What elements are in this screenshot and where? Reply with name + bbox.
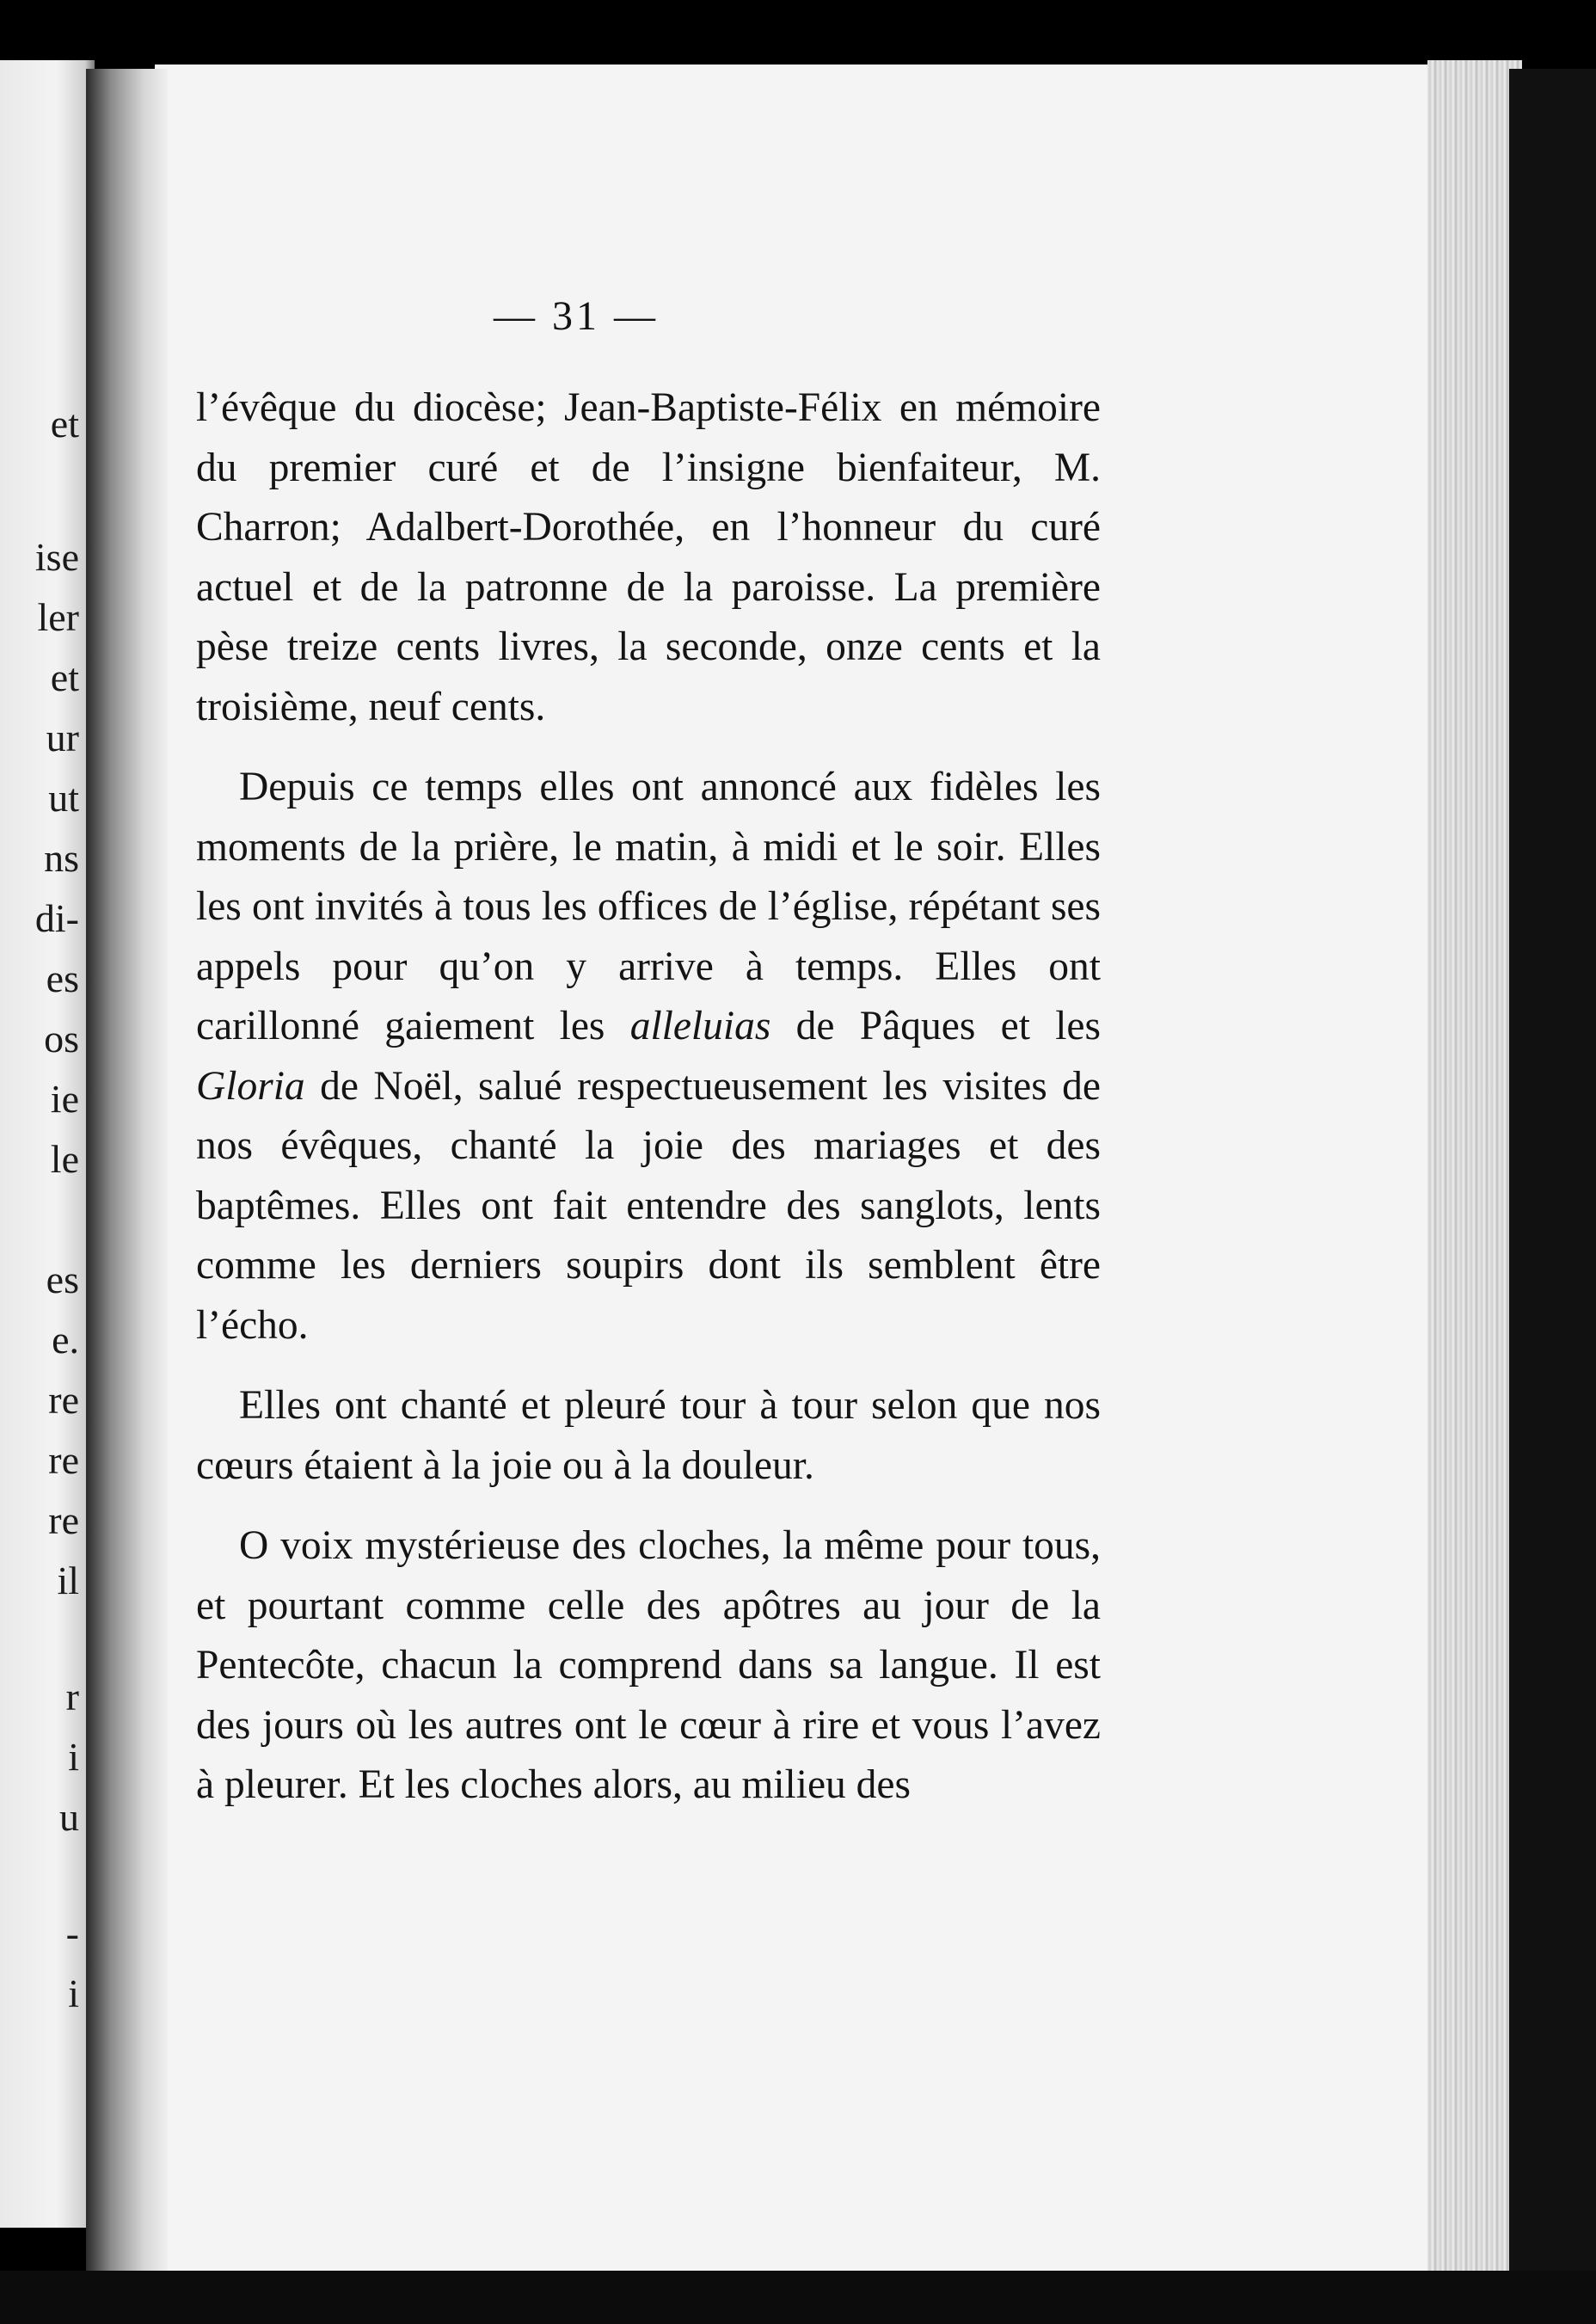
- left-fragment: r: [65, 1675, 79, 1718]
- left-fragment: di-: [34, 896, 79, 940]
- left-facing-page: [0, 60, 95, 2228]
- left-fragment: i: [68, 1971, 79, 2015]
- left-fragment: ns: [44, 836, 79, 880]
- left-fragment: ise: [34, 535, 79, 579]
- left-page-text-fragments: [0, 60, 95, 2228]
- left-fragment: i: [68, 1735, 79, 1779]
- paragraph-text-segment: de Pâques et les: [770, 1004, 1101, 1048]
- left-fragment: le: [50, 1137, 79, 1181]
- left-fragment: ler: [37, 595, 79, 639]
- left-fragment: ut: [48, 776, 79, 820]
- left-fragment: os: [44, 1017, 79, 1061]
- left-fragment: et: [50, 402, 79, 446]
- paragraph-bells-names: l’évêque du diocèse; Jean-Baptiste-Félix en mémoire du premier curé et de l’insigne bienfaiteur, M. Charron; Adalbert-Dorothée, en l’honneur du curé actuel et de la patronne de la paroisse. La première pèse treize cents livres, la seconde, onze cents et la troisième, neuf cents.: [196, 385, 1101, 729]
- page-stack-edges: [1427, 60, 1522, 2279]
- page-gutter: [86, 69, 168, 2271]
- left-fragment: et: [50, 655, 79, 699]
- paragraph-joy-sorrow: Elles ont chanté et pleuré tour à tour selon que nos cœurs étaient à la joie ou à la douleur.: [196, 1383, 1101, 1488]
- page-number: — 31 —: [494, 293, 659, 339]
- left-fragment: ur: [46, 716, 79, 759]
- italic-alleluias: alleluias: [629, 1004, 771, 1048]
- left-fragment: re: [48, 1438, 79, 1482]
- left-fragment: es: [46, 1257, 79, 1301]
- paragraph-mysterious-voice: O voix mystérieuse des cloches, la même pour tous, et pourtant comme celle des apôtres au jour de la Pentecôte, chacun la comprend dans sa langue. Il est des jours où les autres ont le cœur à rire et vous l’avez à pleurer. Et les cloches alors, au milieu des: [196, 1523, 1101, 1807]
- paragraph-text-segment: de Noël, salué respectueusement les visites de nos évêques, chanté la joie des mariages et des baptêmes. Elles ont fait entendre des sanglots, lents comme les derniers soupirs dont ils semblent être l’écho.: [196, 1063, 1101, 1348]
- italic-gloria: Gloria: [196, 1063, 305, 1109]
- left-fragment: es: [46, 956, 79, 1000]
- left-fragment: u: [59, 1795, 79, 1839]
- paragraph-text-segment: Depuis ce temps elles ont annoncé aux fidèles les moments de la prière, le matin, à midi et le soir. Elles les ont invités à tous les offices de l’église, répétant ses appels pour qu’on y arrive à temps. Elles ont carillonné gaiement les: [196, 765, 1101, 1048]
- paragraph-bells-history: [196, 758, 1101, 1356]
- left-fragment: il: [57, 1559, 79, 1602]
- background-edge: [1509, 69, 1596, 2271]
- left-fragment: ie: [50, 1077, 79, 1121]
- page-body-text: [196, 378, 1101, 1816]
- left-fragment: re: [48, 1378, 79, 1422]
- left-fragment: re: [48, 1498, 79, 1542]
- bottom-background: [0, 2271, 1596, 2324]
- left-fragment: e.: [52, 1318, 79, 1362]
- left-fragment: -: [65, 1911, 79, 1955]
